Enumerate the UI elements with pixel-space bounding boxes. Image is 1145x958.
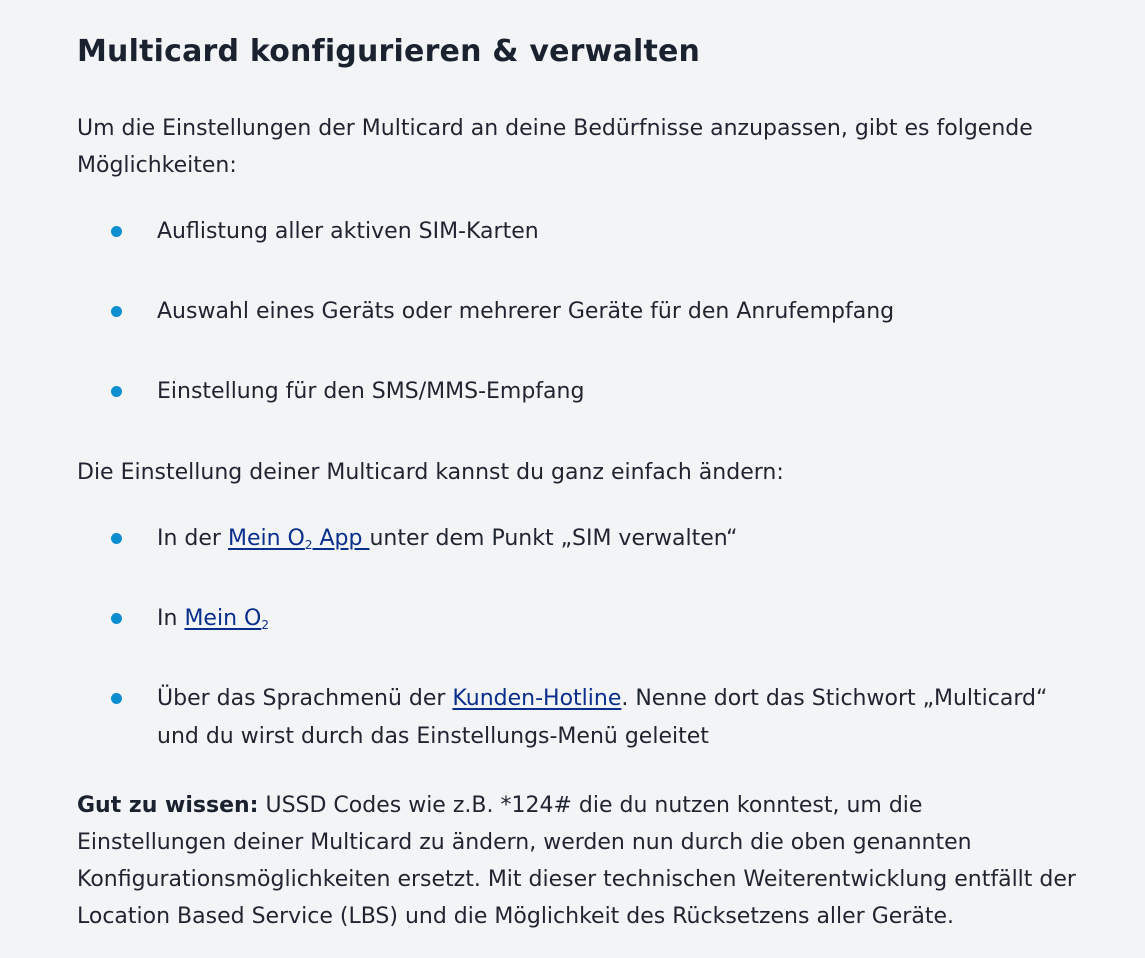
change-intro-paragraph: Die Einstellung deiner Multicard kannst du ganz einfach ändern: [77,460,784,485]
bullet-icon [111,693,122,704]
list-item-text: Auswahl eines Geräts oder mehrerer Geräte für den Anrufempfang [157,299,895,324]
intro-paragraph: Um die Einstellungen der Multicard an deine Bedürfnisse anzupassen, gibt es folgende Möglichkeiten: [77,116,1033,178]
list-item-prefix: In [157,606,185,631]
bullet-icon [111,613,122,624]
list-item-prefix: Über das Sprachmenü der [157,686,453,711]
note-paragraph [77,787,1077,935]
list-item [157,373,1067,411]
bullet-icon [111,533,122,544]
section-heading: Multicard konfigurieren & verwalten [77,34,701,69]
note-label: Gut zu wissen: [77,793,259,818]
list-item-prefix: In der [157,526,228,551]
list-item [157,293,1067,331]
list-item [157,213,1067,251]
list-item-text: Einstellung für den SMS/MMS-Empfang [157,379,585,404]
bullet-icon [111,306,122,317]
note-text: USSD Codes wie z.B. *124# die du nutzen konntest, um die Einstellungen deiner Multicard zu ändern, werden nun durch die oben genannten Konfigurationsmöglichkeiten ersetzt. Mit dieser technischen Weiterentwicklung entfällt der Location Based Service (LBS) und die Möglichkeit des Rücksetzens aller Geräte. [77,793,1076,929]
mein-o2-link[interactable]: Mein $O_2$ [184,606,269,632]
list-item-hotline [157,680,1067,756]
mein-o2-app-link[interactable]: Mein $O_2$ App [227,526,370,552]
list-item-web [157,600,1067,644]
kunden-hotline-link[interactable]: Kunden-Hotline [452,686,622,711]
list-item-suffix: . Nenne dort das Stichwort „Multicard“ und du wirst durch das Einstellungs-Menü geleitet [157,686,1048,749]
list-item-app [157,520,1067,564]
bullet-icon [111,226,122,237]
list-item-suffix: unter dem Punkt „SIM verwalten“ [369,526,738,551]
bullet-icon [111,386,122,397]
list-item-text: Auflistung aller aktiven SIM-Karten [157,219,539,244]
